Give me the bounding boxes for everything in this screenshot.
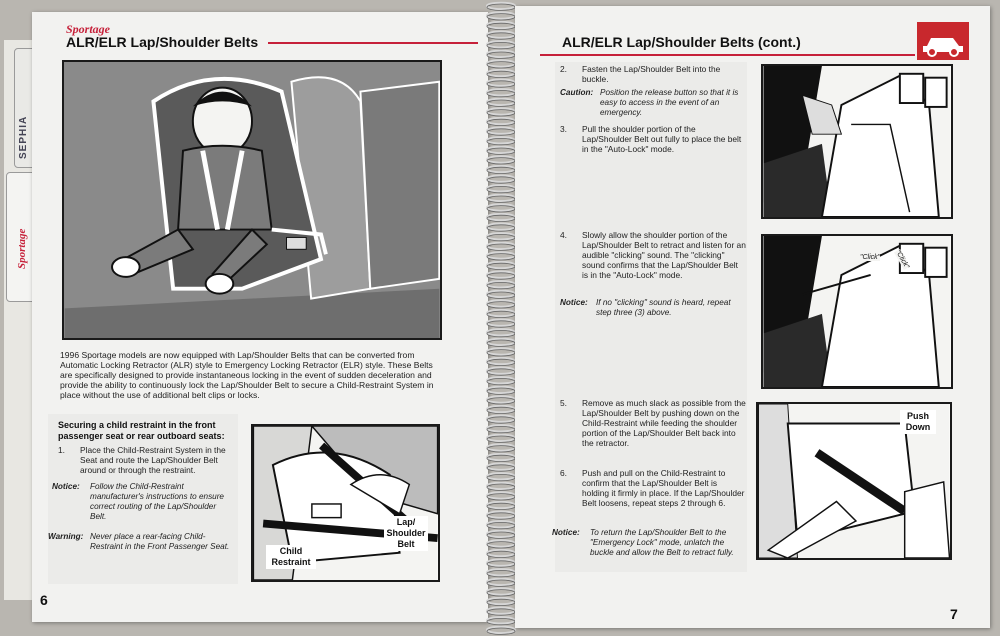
step-2-text: Fasten the Lap/Shoulder Belt into the buckle. bbox=[582, 64, 721, 84]
warning-label: Warning: bbox=[48, 532, 84, 541]
intro-paragraph: 1996 Sportage models are now equipped with Lap/Shoulder Belts that can be converted from Automatic Locking Retractor (ALR) style to Emergency Locking Retractor (ELR) style. These Belts are specifically designed to provide instantaneous locking in the event of sudden deceleration and provide the ability to continuously lock the Lap/Shoulder Belt to secure a Child-Restraint System in place without the use of additional belt clips or locks. bbox=[60, 350, 434, 400]
step-2 bbox=[560, 64, 745, 86]
step-1 bbox=[58, 445, 233, 477]
warning-text: Never place a rear-facing Child-Restraint in the Front Passenger Seat. bbox=[90, 532, 230, 551]
tab-sephia[interactable] bbox=[14, 48, 34, 168]
notice-2-label: Notice: bbox=[552, 528, 580, 537]
page-number-left: 6 bbox=[40, 592, 48, 608]
click-label-2: "Click" bbox=[894, 249, 911, 270]
car-icon-svg bbox=[917, 22, 969, 60]
step-5 bbox=[560, 398, 746, 460]
notice-right-label: Notice: bbox=[560, 298, 588, 307]
step-5-text: Remove as much slack as possible from the Lap/Shoulder Belt by pushing down on the Child-Restraint while feeding the shoulder portion of the Lap/Shoulder Belt back into the retractor. bbox=[582, 398, 746, 448]
tab-sportage-label: Sportage bbox=[16, 228, 28, 269]
caution-label: Caution: bbox=[560, 88, 594, 97]
subhead: Securing a child restraint in the front passenger seat or rear outboard seats: bbox=[58, 420, 225, 441]
callout-belt: Lap/ Shoulder Belt bbox=[384, 516, 428, 551]
notice-2-text: To return the Lap/Shoulder Belt to the "Emergency Lock" mode, unlatch the buckle and allow the Belt to retract fully. bbox=[590, 528, 734, 557]
child-seat-illustration bbox=[62, 60, 442, 340]
notice-2-right bbox=[552, 528, 746, 570]
step-4 bbox=[560, 230, 746, 292]
step-4-text: Slowly allow the shoulder portion of the Lap/Shoulder Belt to retract and listen for an audible "clicking" sound. The "clicking" sound confirms that the Lap/Shoulder Belt is in the "Auto-Lock" mode. bbox=[582, 230, 746, 280]
click-drawing bbox=[763, 236, 951, 387]
step-2-number: 2. bbox=[560, 64, 567, 74]
notice-label: Notice: bbox=[52, 482, 80, 491]
title-rule bbox=[268, 42, 478, 44]
step-3-text: Pull the shoulder portion of the Lap/Shoulder Belt out fully to place the belt in the "Auto-Lock" mode. bbox=[582, 124, 742, 154]
step-6 bbox=[560, 468, 746, 520]
step-1-text: Place the Child-Restraint System in the Seat and route the Lap/Shoulder Belt around or through the restraint. bbox=[80, 445, 226, 475]
step-3 bbox=[560, 124, 746, 156]
notice-left bbox=[52, 482, 234, 524]
step-5-number: 5. bbox=[560, 398, 567, 408]
notice-right bbox=[560, 298, 746, 320]
notice-text: Follow the Child-Restraint manufacturer's instructions to ensure correct routing of the Lap/Shoulder Belt. bbox=[90, 482, 224, 521]
child-seat-drawing bbox=[64, 62, 440, 338]
step-3-number: 3. bbox=[560, 124, 567, 134]
buckle-illustration bbox=[761, 64, 953, 219]
click-illustration bbox=[761, 234, 953, 389]
step-4-number: 4. bbox=[560, 230, 567, 240]
car-icon bbox=[917, 22, 969, 60]
notice-right-text: If no "clicking" sound is heard, repeat step three (3) above. bbox=[596, 298, 731, 317]
page-title: ALR/ELR Lap/Shoulder Belts bbox=[66, 34, 259, 50]
title-rule-right bbox=[540, 54, 915, 56]
header-model: Sportage bbox=[66, 22, 111, 36]
caution-text: Position the release button so that it is easy to access in the event of an emergency. bbox=[600, 88, 739, 117]
page-title-right: ALR/ELR Lap/Shoulder Belts (cont.) bbox=[562, 34, 801, 50]
step-6-number: 6. bbox=[560, 468, 567, 478]
page-number-right: 7 bbox=[950, 606, 958, 622]
tab-sephia-label: SEPHIA bbox=[18, 115, 29, 159]
warning-left bbox=[48, 532, 234, 566]
click-label-1: "Click" bbox=[860, 254, 881, 261]
spiral-rings bbox=[487, 3, 515, 635]
buckle-drawing bbox=[763, 66, 951, 217]
step-1-number: 1. bbox=[58, 445, 65, 455]
caution bbox=[560, 88, 746, 120]
callout-child-restraint: Child Restraint bbox=[266, 545, 316, 569]
callout-push-down: Push Down bbox=[900, 410, 936, 434]
step-6-text: Push and pull on the Child-Restraint to confirm that the Lap/Shoulder Belt is holding it firmly in place. If the Lap/Shoulder Belt loosens, repeat steps 2 through 6. bbox=[582, 468, 745, 508]
